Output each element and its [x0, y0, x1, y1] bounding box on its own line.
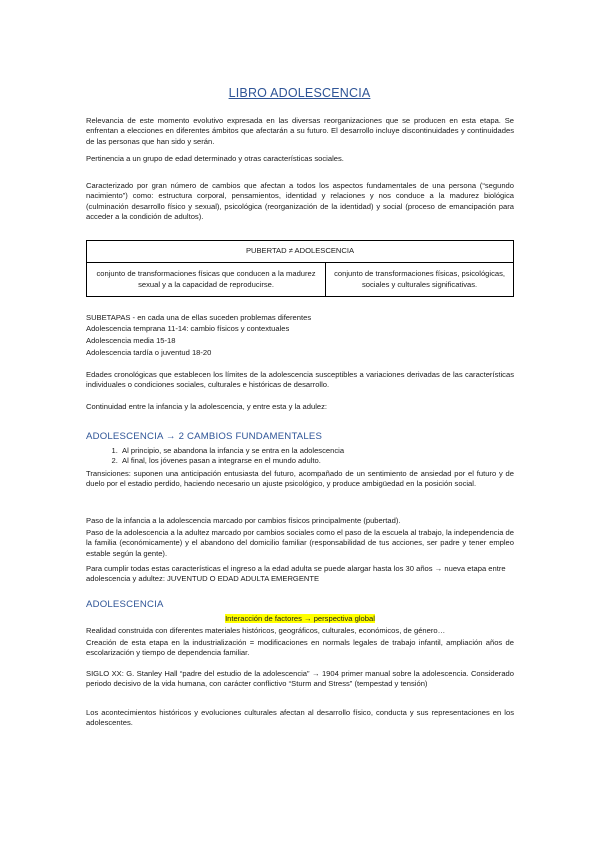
transiciones-paragraph: Transiciones: suponen una anticipación entusiasta del futuro, acompañado de un sentimiento de ansiedad por el futuro y de duelo por el estadio perdido, haciendo necesario un ajuste psicológico, y produce ambigüedad en la posición social.	[86, 469, 514, 489]
highlight-line	[86, 614, 514, 624]
intro-paragraph: Relevancia de este momento evolutivo expresada en las diversas reorganizaciones que se producen en esta etapa. Se enfrentan a elecciones en diferentes ámbitos que afectarán a su futuro. El desarrollo incluye discontinuidades y continuidades de las personas que han sido y serán.	[86, 116, 514, 146]
continuidad-paragraph: Continuidad entre la infancia y la adolescencia, y entre esta y la adulez:	[86, 402, 328, 411]
intro-cambios: Caracterizado por gran número de cambios que afectan a todos los aspectos fundamentales de una persona (“segundo nacimiento”) como: estructura corporal, pensamientos, identidad y relaciones y nos conduce a la madurez biológica (culminación desarrollo físico y sexual), psicológica (reorganización de la identidad) y social (proceso de emancipación para acceder a la condición de adultos).	[86, 181, 514, 222]
pubertad-table	[86, 240, 514, 297]
page-title: LIBRO ADOLESCENCIA	[228, 86, 371, 100]
edades-paragraph: Edades cronológicas que establecen los límites de la adolescencia susceptibles a variaciones derivadas de las características individuales o condiciones sociales, culturales e históricas de desarrollo.	[86, 370, 514, 390]
subetapa-media: Adolescencia media 15-18	[86, 336, 176, 345]
subetapas-title: SUBETAPAS - en cada una de ellas suceden problemas diferentes	[86, 313, 312, 322]
cambios-list	[86, 446, 548, 467]
highlighted-text: Interacción de factores → perspectiva global	[225, 614, 375, 623]
table-cell-adolescencia: conjunto de transformaciones físicas, psicológicas, sociales y culturales significativas.	[326, 263, 514, 297]
intro-pertinencia: Pertinencia a un grupo de edad determinado y otras características sociales.	[86, 154, 344, 163]
table-cell-pubertad: conjunto de transformaciones físicas que conducen a la madurez sexual y a la capacidad de reproducirse.	[87, 263, 326, 297]
cumplir-paragraph: Para cumplir todas estas características el ingreso a la edad adulta se puede alargar hasta los 30 años → nueva etapa entre adolescencia y adultez: JUVENTUD O EDAD ADULTA EMERGENTE	[86, 564, 506, 584]
siglo-paragraph: SIGLO XX: G. Stanley Hall “padre del estudio de la adolescencia” → 1904 primer manual sobre la adolescencia. Considerado periodo decisivo de la vida humana, con carácter conflictivo “Sturm and Stress” (tempestad y tensión)	[86, 669, 514, 689]
table-header: PUBERTAD ≠ ADOLESCENCIA	[87, 241, 514, 263]
acontecimientos-paragraph: Los acontecimientos históricos y evoluciones culturales afectan al desarrollo físico, conducta y sus representaciones en los adolescentes.	[86, 708, 514, 728]
creacion-paragraph: Creación de esta etapa en la industrialización = modificaciones en normals legales de trabajo infantil, ampliación años de escolarización y tiempo de dependencia familiar.	[86, 638, 514, 658]
list-item: 1. Al principio, se abandona la infancia y se entra en la adolescencia	[120, 446, 548, 456]
subetapa-tardia: Adolescencia tardía o juventud 18-20	[86, 348, 212, 357]
section-heading-adolescencia: ADOLESCENCIA	[86, 599, 164, 610]
realidad-paragraph: Realidad construida con diferentes materiales históricos, geográficos, culturales, económicos, de género…	[86, 626, 446, 635]
paso-infancia-paragraph: Paso de la infancia a la adolescencia marcado por cambios físicos principalmente (pubertad).	[86, 516, 401, 525]
subetapa-temprana: Adolescencia temprana 11-14: cambio físicos y contextuales	[86, 324, 290, 333]
section-heading-cambios: ADOLESCENCIA → 2 CAMBIOS FUNDAMENTALES	[86, 431, 323, 442]
list-item: 2. Al final, los jóvenes pasan a integrarse en el mundo adulto.	[120, 456, 548, 466]
paso-adultez-paragraph: Paso de la adolescencia a la adultez marcado por cambios sociales como el paso de la escuela al trabajo, la independencia de la familia (económicamente) y el abandono del domicilio familiar (responsabilidad de tus acciones, ser padre y tener empleo estable según la gente).	[86, 528, 514, 558]
